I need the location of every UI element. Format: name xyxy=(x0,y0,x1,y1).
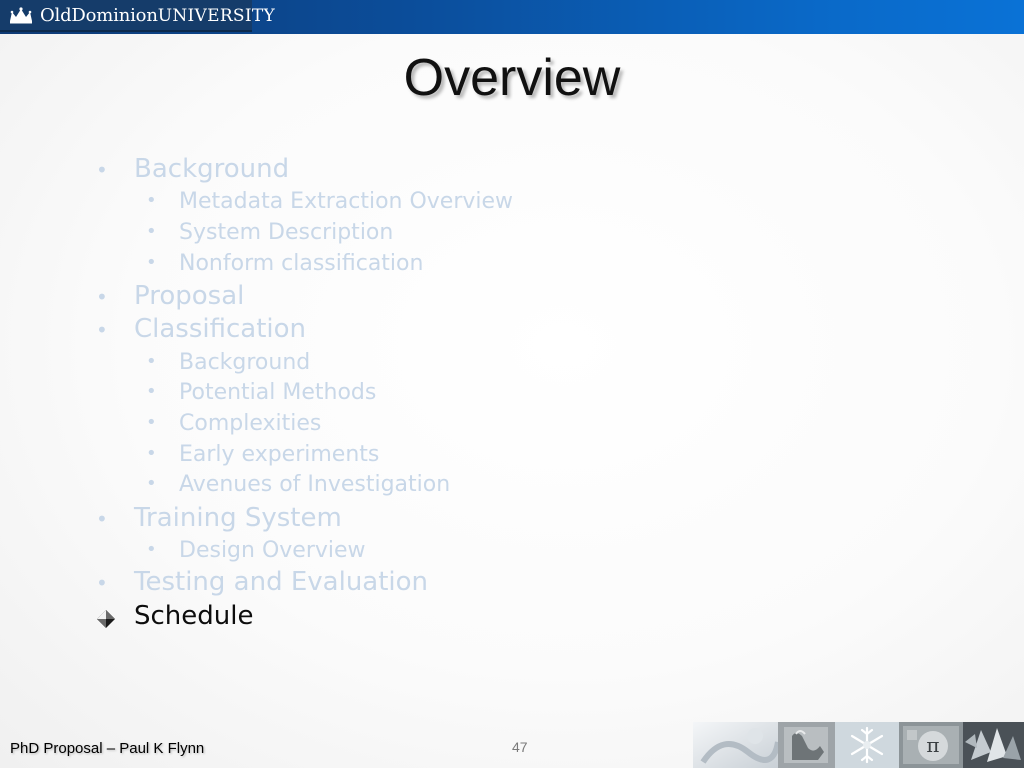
page-number: 47 xyxy=(512,739,528,755)
outline-item-label: Early experiments xyxy=(179,442,380,467)
logo-name: OldDominion xyxy=(40,4,158,26)
outline-item-label: Potential Methods xyxy=(179,380,377,405)
outline-item-label: Metadata Extraction Overview xyxy=(179,189,514,214)
bullet-icon: • xyxy=(96,285,108,309)
bullet-icon: • xyxy=(146,381,157,402)
bullet-icon: • xyxy=(146,473,157,494)
image-strip xyxy=(693,722,1024,768)
outline-item-label: Schedule xyxy=(134,601,254,631)
diamond-bullet-icon xyxy=(96,609,116,629)
crystal-photo-icon xyxy=(963,722,1024,768)
bullet-icon: • xyxy=(146,190,157,211)
outline-item-label: Training System xyxy=(134,503,342,533)
crown-icon xyxy=(8,6,34,24)
outline-item-label: Design Overview xyxy=(179,538,366,563)
outline-item-label: System Description xyxy=(179,220,394,245)
bullet-icon: • xyxy=(146,539,157,560)
outline-item-label: Background xyxy=(134,154,290,184)
footer-author: PhD Proposal – Paul K Flynn xyxy=(10,740,205,757)
outline-item-label: Proposal xyxy=(134,281,245,311)
pi-symbol-photo-icon xyxy=(899,722,963,768)
snowflake-photo-icon xyxy=(835,722,899,768)
sculpture-photo-icon xyxy=(778,722,835,768)
bullet-icon: • xyxy=(96,571,108,595)
bullet-icon: • xyxy=(96,318,108,342)
bullet-icon: • xyxy=(146,221,157,242)
logo-caps: UNIVERSITY xyxy=(157,5,276,26)
logo-wordmark xyxy=(40,5,275,26)
bullet-icon: • xyxy=(96,507,108,531)
bullet-icon: • xyxy=(146,252,157,273)
outline-item-label: Nonform classification xyxy=(179,251,424,276)
outline-item-label: Testing and Evaluation xyxy=(134,567,429,597)
outline-item-label: Complexities xyxy=(179,411,322,436)
outline-item-label: Classification xyxy=(134,314,307,344)
bullet-icon: • xyxy=(146,443,157,464)
outline-item-label: Avenues of Investigation xyxy=(179,472,451,497)
bullet-icon: • xyxy=(146,351,157,372)
slide-title: Overview xyxy=(403,49,621,107)
outline-item-label: Background xyxy=(179,350,311,375)
bullet-icon: • xyxy=(146,412,157,433)
bullet-icon: • xyxy=(96,158,108,182)
svg-text:π: π xyxy=(926,733,940,757)
abstract-photo-icon xyxy=(693,722,778,768)
university-logo[interactable] xyxy=(0,0,276,32)
